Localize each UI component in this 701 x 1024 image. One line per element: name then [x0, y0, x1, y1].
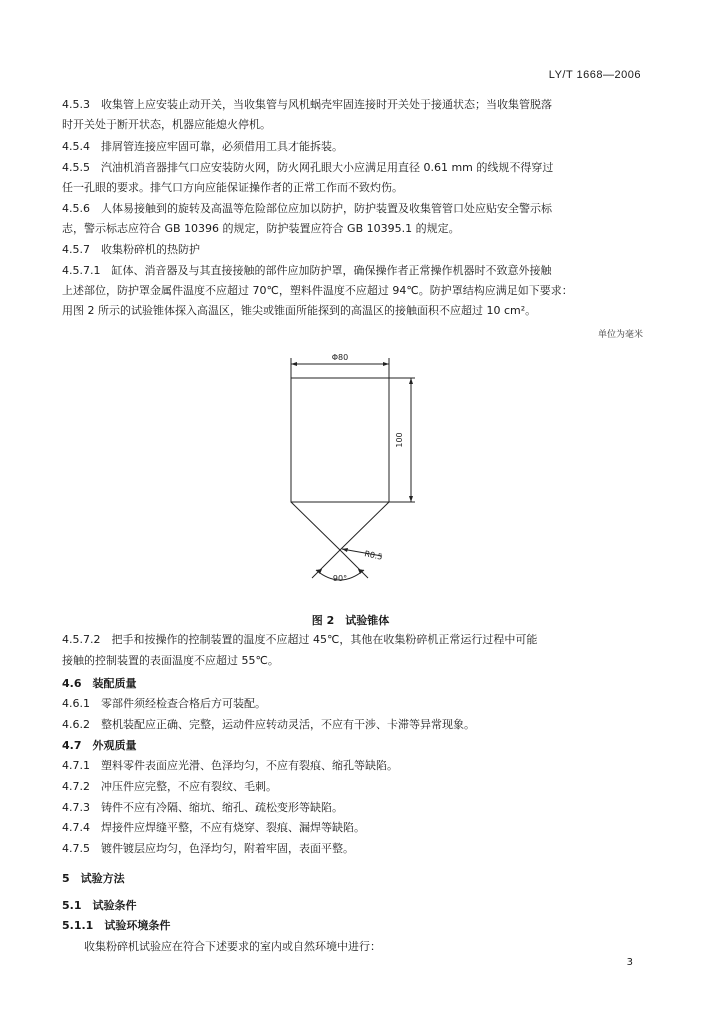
text-line: 4.7.5 镀件镀层应均匀，色泽均匀，附着牢固，表面平整。 [62, 842, 354, 855]
text-line: 上述部位，防护罩金属件温度不应超过 70℃，塑料件温度不应超过 94℃。防护罩结构应满足如下要求： [62, 284, 573, 297]
text-line: 志，警示标志应符合 GB 10396 的规定，防护装置应符合 GB 10395.1 的规定。 [62, 222, 460, 235]
section-heading: 4.7 外观质量 [62, 739, 137, 752]
arrow [291, 362, 297, 366]
text-line: 收集粉碎机试验应在符合下述要求的室内或自然环境中进行： [84, 940, 381, 953]
text-line: 4.6.2 整机装配应正确、完整，运动件应转动灵活，不应有干涉、卡滞等异常现象。 [62, 718, 475, 731]
text-line: 4.7.3 铸件不应有冷隔、缩坑、缩孔、疏松变形等缺陷。 [62, 801, 343, 814]
text-line: 4.5.4 排屑管连接应牢固可靠，必须借用工具才能拆装。 [62, 140, 343, 153]
section-heading: 5.1 试验条件 [62, 899, 137, 912]
text-line: 时开关处于断开状态，机器应能熄火停机。 [62, 118, 271, 131]
cylinder-body [291, 378, 389, 502]
width-dimension-label: Φ80 [331, 353, 349, 362]
standard-code: LY/T 1668—2006 [548, 69, 641, 81]
height-dimension-label: 100 [395, 432, 404, 448]
angle-dimension-label: 90° [332, 574, 348, 583]
text-line: 4.6.1 零部件须经检查合格后方可装配。 [62, 697, 266, 710]
text-line: 4.5.7.2 把手和按操作的控制装置的温度不应超过 45℃，其他在收集粉碎机正常运行过程中可能 [62, 633, 538, 646]
cone-left-edge [291, 502, 340, 550]
text-line: 4.7.4 焊接件应焊缝平整，不应有烧穿、裂痕、漏焊等缺陷。 [62, 821, 365, 834]
text-line: 4.7.1 塑料零件表面应光滑、色泽均匀，不应有裂痕、缩孔等缺陷。 [62, 759, 398, 772]
text-line: 4.5.3 收集管上应安装止动开关，当收集管与风机蜗壳牢固连接时开关处于接通状态；当收集管脱落 [62, 98, 552, 111]
text-line: 4.5.7.1 缸体、消音器及与其直接接触的部件应加防护罩，确保操作者正常操作机器时不致意外接触 [62, 264, 552, 277]
section-heading: 4.6 装配质量 [62, 677, 137, 690]
text-line: 4.7.2 冲压件应完整，不应有裂纹、毛刺。 [62, 780, 277, 793]
text-line: 任一孔眼的要求。排气口方向应能保证操作者的正常工作而不致灼伤。 [62, 181, 403, 194]
text-line: 接触的控制装置的表面温度不应超过 55℃。 [62, 654, 279, 667]
unit-note: 单位为毫米 [597, 330, 643, 340]
text-line: 4.5.5 汽油机消音器排气口应安装防火网，防火网孔眼大小应满足用直径 0.61 mm 的线规不得穿过 [62, 161, 554, 174]
arrow [383, 362, 389, 366]
cone-right-edge [340, 502, 389, 550]
text-line: 4.5.7 收集粉碎机的热防护 [62, 243, 200, 256]
text-line: 用图 2 所示的试验锥体探入高温区，锥尖或锥面所能探到的高温区的接触面积不应超过 10 cm²。 [62, 304, 537, 317]
section-heading: 5 试验方法 [62, 872, 125, 885]
section-heading: 5.1.1 试验环境条件 [62, 919, 171, 932]
arrow [409, 378, 413, 384]
page-number: 3 [626, 957, 633, 968]
radius-dimension-label: R0.5 [363, 549, 384, 562]
arrow [409, 496, 413, 502]
text-line: 4.5.6 人体易接触到的旋转及高温等危险部位应加以防护，防护装置及收集管管口处应贴安全警示标 [62, 202, 552, 215]
arrow [342, 548, 348, 552]
figure-caption: 图 2 试验锥体 [311, 614, 390, 627]
